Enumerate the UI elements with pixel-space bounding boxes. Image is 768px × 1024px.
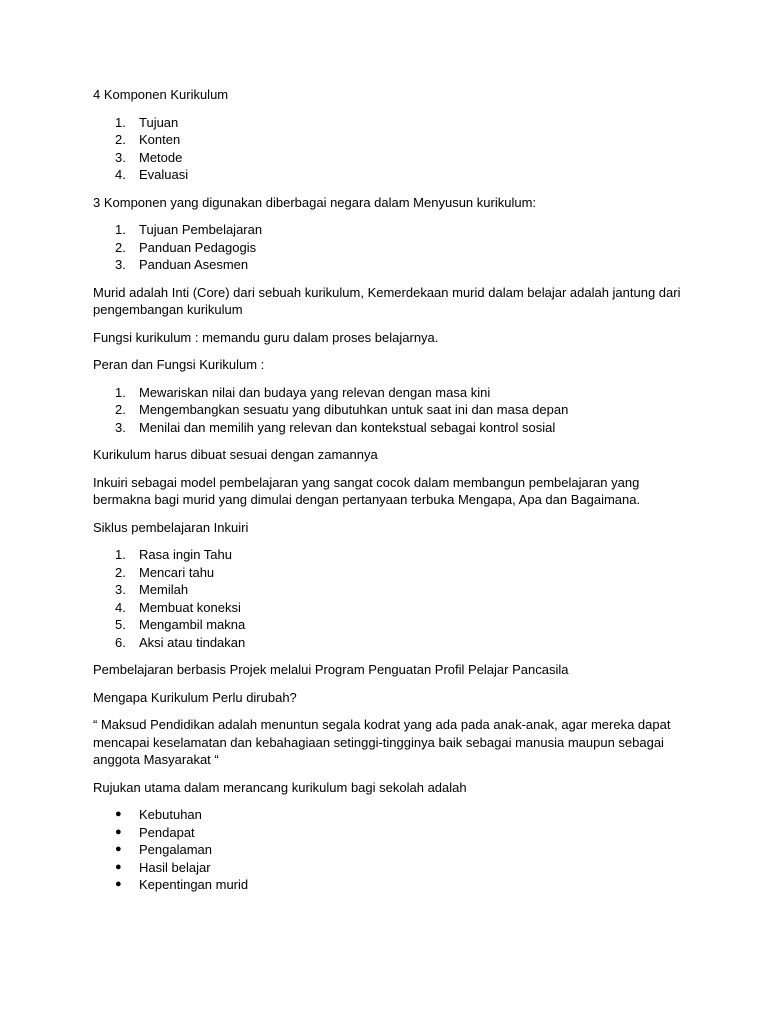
list-item: 2. Mengembangkan sesuatu yang dibutuhkan untuk saat ini dan masa depan bbox=[115, 402, 569, 417]
list-item: 1. Tujuan Pembelajaran bbox=[115, 222, 263, 237]
list-number: 5. bbox=[115, 617, 126, 632]
komponen-list bbox=[93, 114, 683, 184]
heading-siklus: Siklus pembelajaran Inkuiri bbox=[93, 519, 249, 535]
bullet-icon: ● bbox=[115, 843, 122, 855]
list-item: 1. Mewariskan nilai dan budaya yang relevan dengan masa kini bbox=[115, 384, 491, 400]
list-item: 6. Aksi atau tindakan bbox=[115, 634, 246, 650]
list-number: 4. bbox=[115, 167, 126, 182]
list-item: 2. Konten bbox=[115, 132, 181, 147]
paragraph-projek: Pembelajaran berbasis Projek melalui Program Penguatan Profil Pelajar Pancasila bbox=[93, 662, 569, 677]
list-item: 4. Membuat koneksi bbox=[115, 599, 241, 615]
list-item: ● Pengalaman bbox=[115, 842, 212, 857]
paragraph-inkuiri: Inkuiri sebagai model pembelajaran yang sangat cocok dalam membangun pembelajaran yang bermakna bagi murid yang dimulai dengan pertanyaan terbuka Mengapa, Apa dan Bagaimana. bbox=[93, 474, 641, 507]
list-number: 6. bbox=[115, 634, 126, 650]
list-number: 3. bbox=[115, 257, 126, 272]
rujukan-list bbox=[93, 806, 683, 894]
list-item: 1. Rasa ingin Tahu bbox=[115, 547, 232, 562]
list-number: 2. bbox=[115, 132, 126, 147]
bullet-icon: ● bbox=[115, 808, 122, 820]
paragraph-murid: Murid adalah Inti (Core) dari sebuah kurikulum, Kemerdekaan murid dalam belajar adalah jantung dari pengembangan kurikulum bbox=[93, 284, 681, 317]
list-item: 3. Metode bbox=[115, 149, 183, 165]
peran-list bbox=[93, 384, 683, 437]
list-number: 2. bbox=[115, 564, 126, 580]
negara-list bbox=[93, 221, 683, 274]
heading-rujukan: Rujukan utama dalam merancang kurikulum bagi sekolah adalah bbox=[93, 779, 467, 795]
bullet-icon: ● bbox=[115, 878, 122, 890]
list-item: 2. Mencari tahu bbox=[115, 564, 215, 580]
list-number: 3. bbox=[115, 149, 126, 165]
list-number: 2. bbox=[115, 402, 126, 417]
list-item: ● Kebutuhan bbox=[115, 807, 202, 822]
paragraph-zaman: Kurikulum harus dibuat sesuai dengan zamannya bbox=[93, 447, 378, 462]
paragraph-quote: “ Maksud Pendidikan adalah menuntun segala kodrat yang ada pada anak-anak, agar mereka dapat mencapai keselamatan dan kebahagiaan setinggi-tingginya baik sebagai manusia maupun sebagai anggota Masyarakat “ bbox=[93, 717, 671, 767]
list-number: 4. bbox=[115, 599, 126, 615]
document-page bbox=[93, 86, 683, 904]
heading-komponen: 4 Komponen Kurikulum bbox=[93, 87, 229, 102]
list-number: 1. bbox=[115, 114, 126, 130]
list-number: 2. bbox=[115, 239, 126, 255]
list-number: 1. bbox=[115, 384, 126, 400]
list-item: 5. Mengambil makna bbox=[115, 617, 246, 632]
list-item: 3. Memilah bbox=[115, 582, 189, 597]
heading-negara: 3 Komponen yang digunakan diberbagai negara dalam Menyusun kurikulum: bbox=[93, 194, 537, 210]
list-item: 3. Panduan Asesmen bbox=[115, 257, 249, 272]
list-item: 1. Tujuan bbox=[115, 114, 179, 130]
list-item: 4. Evaluasi bbox=[115, 167, 189, 182]
list-number: 3. bbox=[115, 582, 126, 597]
list-item: ● Kepentingan murid bbox=[115, 877, 249, 892]
list-number: 1. bbox=[115, 547, 126, 562]
list-item: ● Hasil belajar bbox=[115, 859, 211, 875]
siklus-list bbox=[93, 546, 683, 651]
bullet-icon: ● bbox=[115, 825, 122, 838]
list-item: 2. Panduan Pedagogis bbox=[115, 239, 257, 255]
list-number: 1. bbox=[115, 222, 126, 237]
bullet-icon: ● bbox=[115, 860, 122, 873]
paragraph-fungsi: Fungsi kurikulum : memandu guru dalam proses belajarnya. bbox=[93, 329, 439, 345]
list-item: 3. Menilai dan memilih yang relevan dan kontekstual sebagai kontrol sosial bbox=[115, 419, 556, 435]
heading-peran: Peran dan Fungsi Kurikulum : bbox=[93, 357, 265, 372]
list-number: 3. bbox=[115, 419, 126, 435]
list-item: ● Pendapat bbox=[115, 824, 195, 840]
paragraph-mengapa: Mengapa Kurikulum Perlu dirubah? bbox=[93, 689, 297, 705]
